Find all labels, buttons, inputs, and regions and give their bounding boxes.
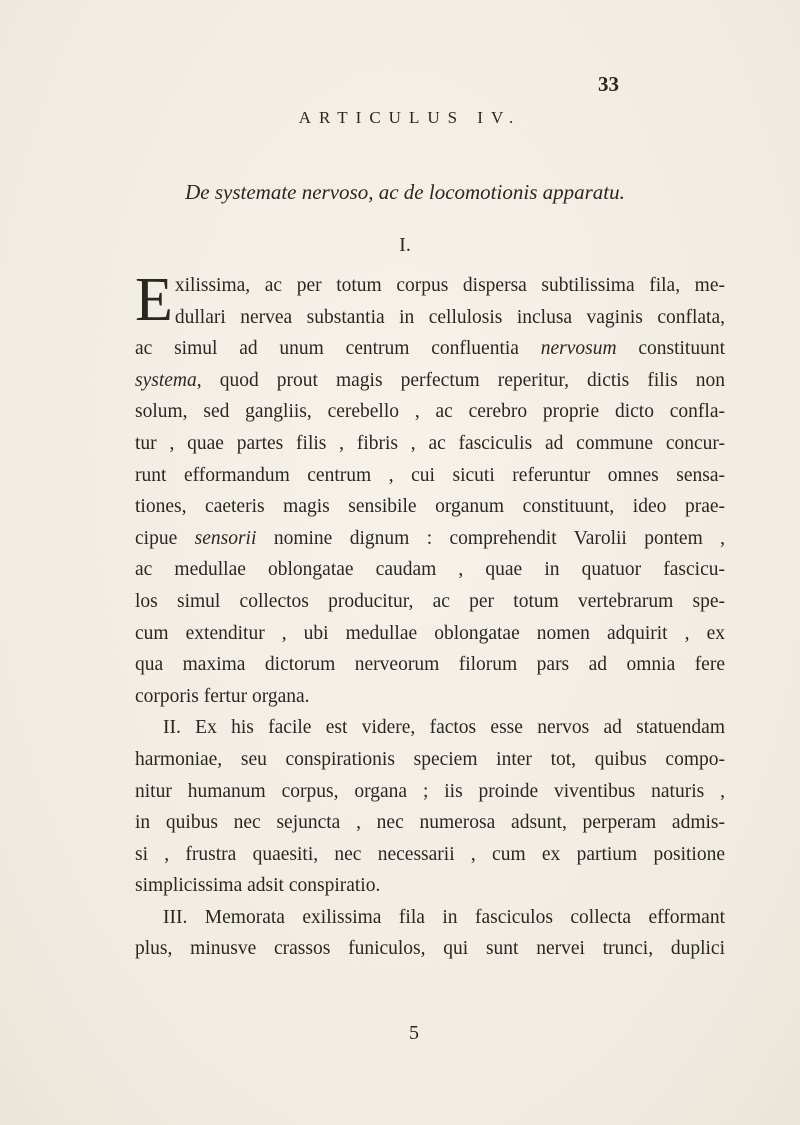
italic-term: nervosum: [540, 338, 617, 360]
article-heading: ARTICULUS IV.: [298, 108, 522, 127]
text-line: si , frustra quaesiti, nec necessarii , cum ex partium positione: [135, 843, 725, 865]
signature-mark: 5: [409, 1022, 419, 1044]
body-text: [135, 266, 726, 965]
paragraph-2: [135, 712, 725, 902]
text-line: in quibus nec sejuncta , nec numerosa adsunt, perperam admis-: [135, 812, 725, 834]
paragraph-3: [135, 902, 725, 965]
text-line: los simul collectos producitur, ac per totum vertebrarum spe-: [135, 590, 725, 612]
text-line: corporis fertur organa.: [135, 685, 310, 707]
text-line: solum, sed gangliis, cerebello , ac cerebro proprie dicto confla-: [135, 401, 725, 423]
text-line: qua maxima dictorum nerveorum filorum pars ad omnia fere: [135, 654, 725, 676]
text-line: II. Ex his facile est videre, factos esse nervos ad statuendam: [163, 717, 725, 739]
text-line: nitur humanum corpus, organa ; iis proinde viventibus naturis ,: [135, 780, 725, 802]
text-line: cum extenditur , ubi medullae oblongatae nomen adquirit , ex: [135, 622, 725, 644]
text-line: plus, minusve crassos funiculos, qui sunt nervei trunci, duplici: [135, 938, 725, 960]
text-line: harmoniae, seu conspirationis speciem inter tot, quibus compo-: [135, 748, 725, 770]
text-line: tur , quae partes filis , fibris , ac fasciculis ad commune concur-: [135, 432, 725, 454]
drop-cap: E: [135, 266, 173, 334]
italic-term: systema: [135, 369, 197, 391]
text-line: ac medullae oblongatae caudam , quae in quatuor fascicu-: [135, 559, 725, 581]
chapter-title: De systemate nervoso, ac de locomotionis apparatu.: [185, 180, 625, 204]
text-line: simplicissima adsit conspiratio.: [135, 875, 381, 897]
text-line: systema, quod prout magis perfectum reperitur, dictis filis non: [135, 369, 725, 391]
paragraph-1: [135, 266, 726, 712]
text-line: dullari nervea substantia in cellulosis inclusa vaginis conflata,: [174, 306, 725, 328]
text-line: III. Memorata exilissima fila in fasciculos collecta efformant: [163, 906, 725, 928]
section-number: I.: [399, 234, 411, 256]
italic-term: sensorii: [194, 527, 257, 549]
page-number: 33: [598, 72, 619, 96]
text-line: runt efformandum centrum , cui sicuti referuntur omnes sensa-: [135, 464, 725, 486]
text-line: xilissima, ac per totum corpus dispersa subtilissima fila, me-: [174, 275, 725, 296]
text-line: cipue sensorii nomine dignum : comprehendit Varolii pontem ,: [135, 527, 726, 549]
text-line: ac simul ad unum centrum confluentia nervosum constituunt: [135, 338, 726, 360]
text-line: tiones, caeteris magis sensibile organum constituunt, ideo prae-: [135, 496, 725, 518]
